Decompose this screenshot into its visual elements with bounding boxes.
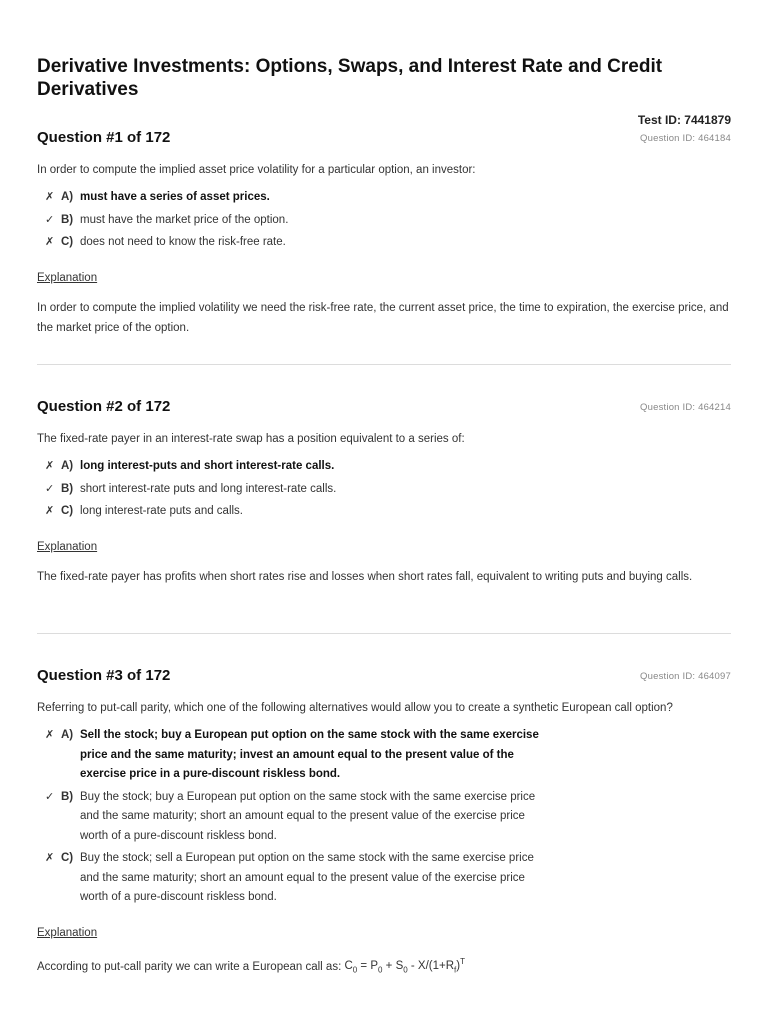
check-icon: ✓ <box>45 790 55 803</box>
cross-icon: ✗ <box>45 729 55 741</box>
choice-c <box>37 849 731 908</box>
choice-b <box>37 211 731 231</box>
choice-text: Buy the stock; sell a European put option on the same stock with the same exercise price and the same maturity; short an amount equal to the present value of the exercise price worth of a pure-discount riskless bond. <box>80 852 534 903</box>
question-text: Referring to put-call parity, which one of the following alternatives would allow you to create a synthetic European call option? <box>37 702 673 714</box>
question-title: Question #2 of 172 <box>37 398 171 415</box>
check-icon: ✓ <box>45 213 55 226</box>
question-title: Question #1 of 172 <box>37 129 171 146</box>
cross-icon: ✗ <box>45 460 55 472</box>
question-id: Question ID: 464214 <box>640 402 731 413</box>
choice-a <box>37 188 731 208</box>
choice-b <box>37 788 731 847</box>
cross-icon: ✗ <box>45 852 55 864</box>
choice-text: short interest-rate puts and long interest-rate calls. <box>80 482 337 495</box>
choice-letter: C) <box>61 505 74 517</box>
explanation-label: Explanation <box>37 271 98 284</box>
cross-icon: ✗ <box>45 191 55 203</box>
choice-text: does not need to know the risk-free rate. <box>80 236 286 248</box>
formula: $C_0 = P_0 + S_0 - X/(1+R_f)^T$ <box>344 957 466 975</box>
question-text: The fixed-rate payer in an interest-rate swap has a position equivalent to a series of: <box>37 433 465 445</box>
explanation-prefix: According to put-call parity we can write a European call as: <box>37 960 345 973</box>
explanation-text: The fixed-rate payer has profits when short rates rise and losses when short rates fall, equivalent to writing puts and buying calls. <box>37 570 693 583</box>
section-divider <box>37 633 731 634</box>
question-3 <box>37 666 731 981</box>
answer-choices <box>37 188 731 253</box>
cross-icon: ✗ <box>45 505 55 517</box>
choice-c <box>37 502 731 522</box>
choice-letter: B) <box>61 482 74 495</box>
choice-letter: B) <box>61 790 74 803</box>
explanation-text: In order to compute the implied volatility we need the risk-free rate, the current asset price, the time to expiration, the exercise price, and the market price of the option. <box>37 301 729 334</box>
explanation-label: Explanation <box>37 926 98 939</box>
answer-choices <box>37 457 731 522</box>
document-title: Derivative Investments: Options, Swaps, and Interest Rate and Credit Derivatives <box>37 56 663 100</box>
choice-a <box>37 726 731 785</box>
choice-text: Buy the stock; buy a European put option on the same stock with the same exercise price and the same maturity; short an amount equal to the present value of the exercise price worth of a pure-discount riskless bond. <box>80 790 536 842</box>
choice-c <box>37 233 731 253</box>
test-id: Test ID: 7441879 <box>637 113 731 127</box>
question-id: Question ID: 464097 <box>640 671 731 682</box>
question-id: Question ID: 464184 <box>640 133 731 144</box>
choice-letter: C) <box>61 852 74 864</box>
choice-letter: C) <box>61 236 74 248</box>
section-divider <box>37 364 731 365</box>
explanation-text <box>37 953 731 981</box>
explanation-label: Explanation <box>37 540 98 553</box>
question-2 <box>37 397 731 587</box>
choice-text: Sell the stock; buy a European put option on the same stock with the same exercise price and the same maturity; invest an amount equal to the present value of the exercise price in a pure-discount riskless bond. <box>80 729 539 780</box>
choice-letter: B) <box>61 213 74 226</box>
choice-a <box>37 457 731 477</box>
choice-text: must have a series of asset prices. <box>80 191 270 203</box>
choice-text: long interest-puts and short interest-rate calls. <box>80 460 335 472</box>
choice-letter: A) <box>61 729 74 741</box>
choice-b <box>37 480 731 500</box>
question-1 <box>37 128 731 338</box>
cross-icon: ✗ <box>45 236 55 248</box>
check-icon: ✓ <box>45 482 55 495</box>
question-text: In order to compute the implied asset price volatility for a particular option, an investor: <box>37 164 476 176</box>
choice-letter: A) <box>61 191 74 203</box>
question-title: Question #3 of 172 <box>37 667 171 684</box>
choice-text: must have the market price of the option. <box>80 213 289 226</box>
answer-choices <box>37 726 731 908</box>
choice-text: long interest-rate puts and calls. <box>80 505 244 517</box>
choice-letter: A) <box>61 460 74 472</box>
